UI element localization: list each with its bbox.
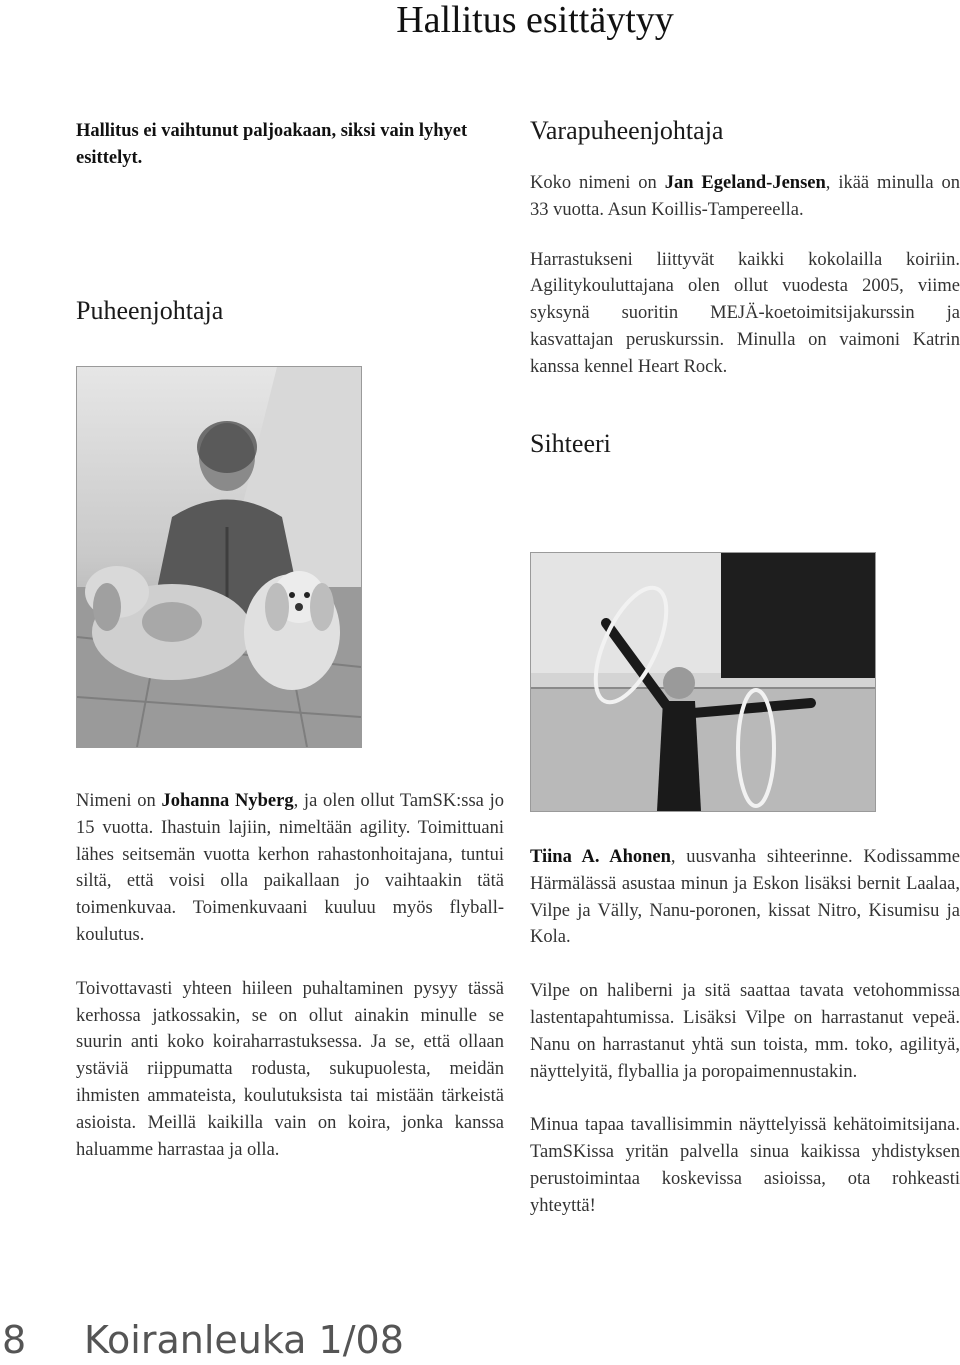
vice-chair-paragraph-1 (530, 170, 960, 224)
magazine-issue: Koiranleuka 1/08 (84, 1318, 404, 1362)
secretary-text (530, 844, 960, 1220)
page-title: Hallitus esittäytyy (396, 0, 674, 41)
photo-woman-dogs-image (77, 367, 361, 747)
chairperson-text (76, 788, 504, 1163)
chairperson-paragraph-2: Toivottavasti yhteen hiileen puhaltaminen pysyy tässä kerhossa jatkossakin, se on ollut ainakin minulle se suurin anti koko koiraharrastuksessa. Ja se, että ollaan ystäviä riippumatta rodusta, sukupuolesta, meidän ihmisten ammateista, koulutuksista tai mistään tärkeistä asioista. Meillä kaikilla vain on koira, jonka kanssa haluamme harrastaa ja olla. (76, 978, 504, 1160)
photo-chairperson-with-dogs (76, 366, 362, 748)
heading-varapuheenjohtaja: Varapuheenjohtaja (530, 116, 724, 145)
secretary-paragraph-1 (530, 844, 960, 951)
chairperson-name: Johanna Nyberg (161, 791, 294, 811)
photo-secretary-hula-hoops (530, 552, 876, 812)
chairperson-paragraph-1 (76, 788, 504, 949)
secretary-paragraph-3: Minua tapaa tavallisimmin näyttelyissä kehätoimitsijana. TamSKissa yritän palvella sinua kaikissa yhdistyksen perustoimintaa koskevissa asioissa, ota rohkeasti yhteyttä! (530, 1115, 960, 1216)
secretary-p1-text: , uusvanha sihteerinne. Kodissamme Härmälässä asustaa minun ja Eskon lisäksi bernit Laalaa, Vilpe ja Välly, Nanu-poronen, kissat Nitro, Kisumisu ja Kola. (530, 847, 960, 948)
right-column (530, 116, 960, 459)
heading-sihteeri: Sihteeri (530, 428, 611, 458)
photo-woman-hoops-image (531, 553, 875, 811)
vice-chair-name: Jan Egeland-Jensen (664, 173, 826, 193)
vice-chair-p1-text-a: Koko nimeni on (530, 173, 665, 193)
heading-puheenjohtaja: Puheenjohtaja (76, 296, 224, 325)
intro-text: Hallitus ei vaihtunut paljoakaan, siksi vain lyhyet esittelyt. (76, 121, 468, 168)
page-number: 8 (2, 1318, 27, 1362)
left-column (76, 118, 504, 326)
secretary-name: Tiina A. Ahonen (530, 847, 671, 867)
chairperson-p1-text-a: Nimeni on (76, 791, 162, 811)
chairperson-p1-text-b: , ja olen ollut TamSK:ssa jo 15 vuotta. Ihastuin lajiin, nimeltään agility. Toimittuani lähes seitsemän vuotta kerhon rahastonhoitajana, tuntui siltä, että voisi olla paikallaan jo vaihtaakin tätä toimenkuvaa. Toimenkuvaani kuuluu myös flyball-koulutus. (76, 791, 504, 945)
vice-chair-paragraph-2: Harrastukseni liittyvät kaikki kokolailla koiriin. Agilitykouluttajana olen ollut vuodesta 2005, viime syksynä suoritin MEJÄ-koetoimitsijakurssin ja kasvattajan peruskurssin. Minulla on vaimoni Katrin kanssa kennel Heart Rock. (530, 249, 960, 377)
secretary-paragraph-2: Vilpe on haliberni ja sitä saattaa tavata vetohommissa lastentapahtumissa. Lisäksi Vilpe on harrastanut vepeä. Nanu on harrastanut yhtä sun toista, mm. toko, agilityä, näyttelyitä, flyballia ja poropaimennustakin. (530, 981, 960, 1082)
vice-chair-p1-text-b: , ikää minulla on 33 vuotta. Asun Koillis-Tampereella. (530, 173, 960, 220)
